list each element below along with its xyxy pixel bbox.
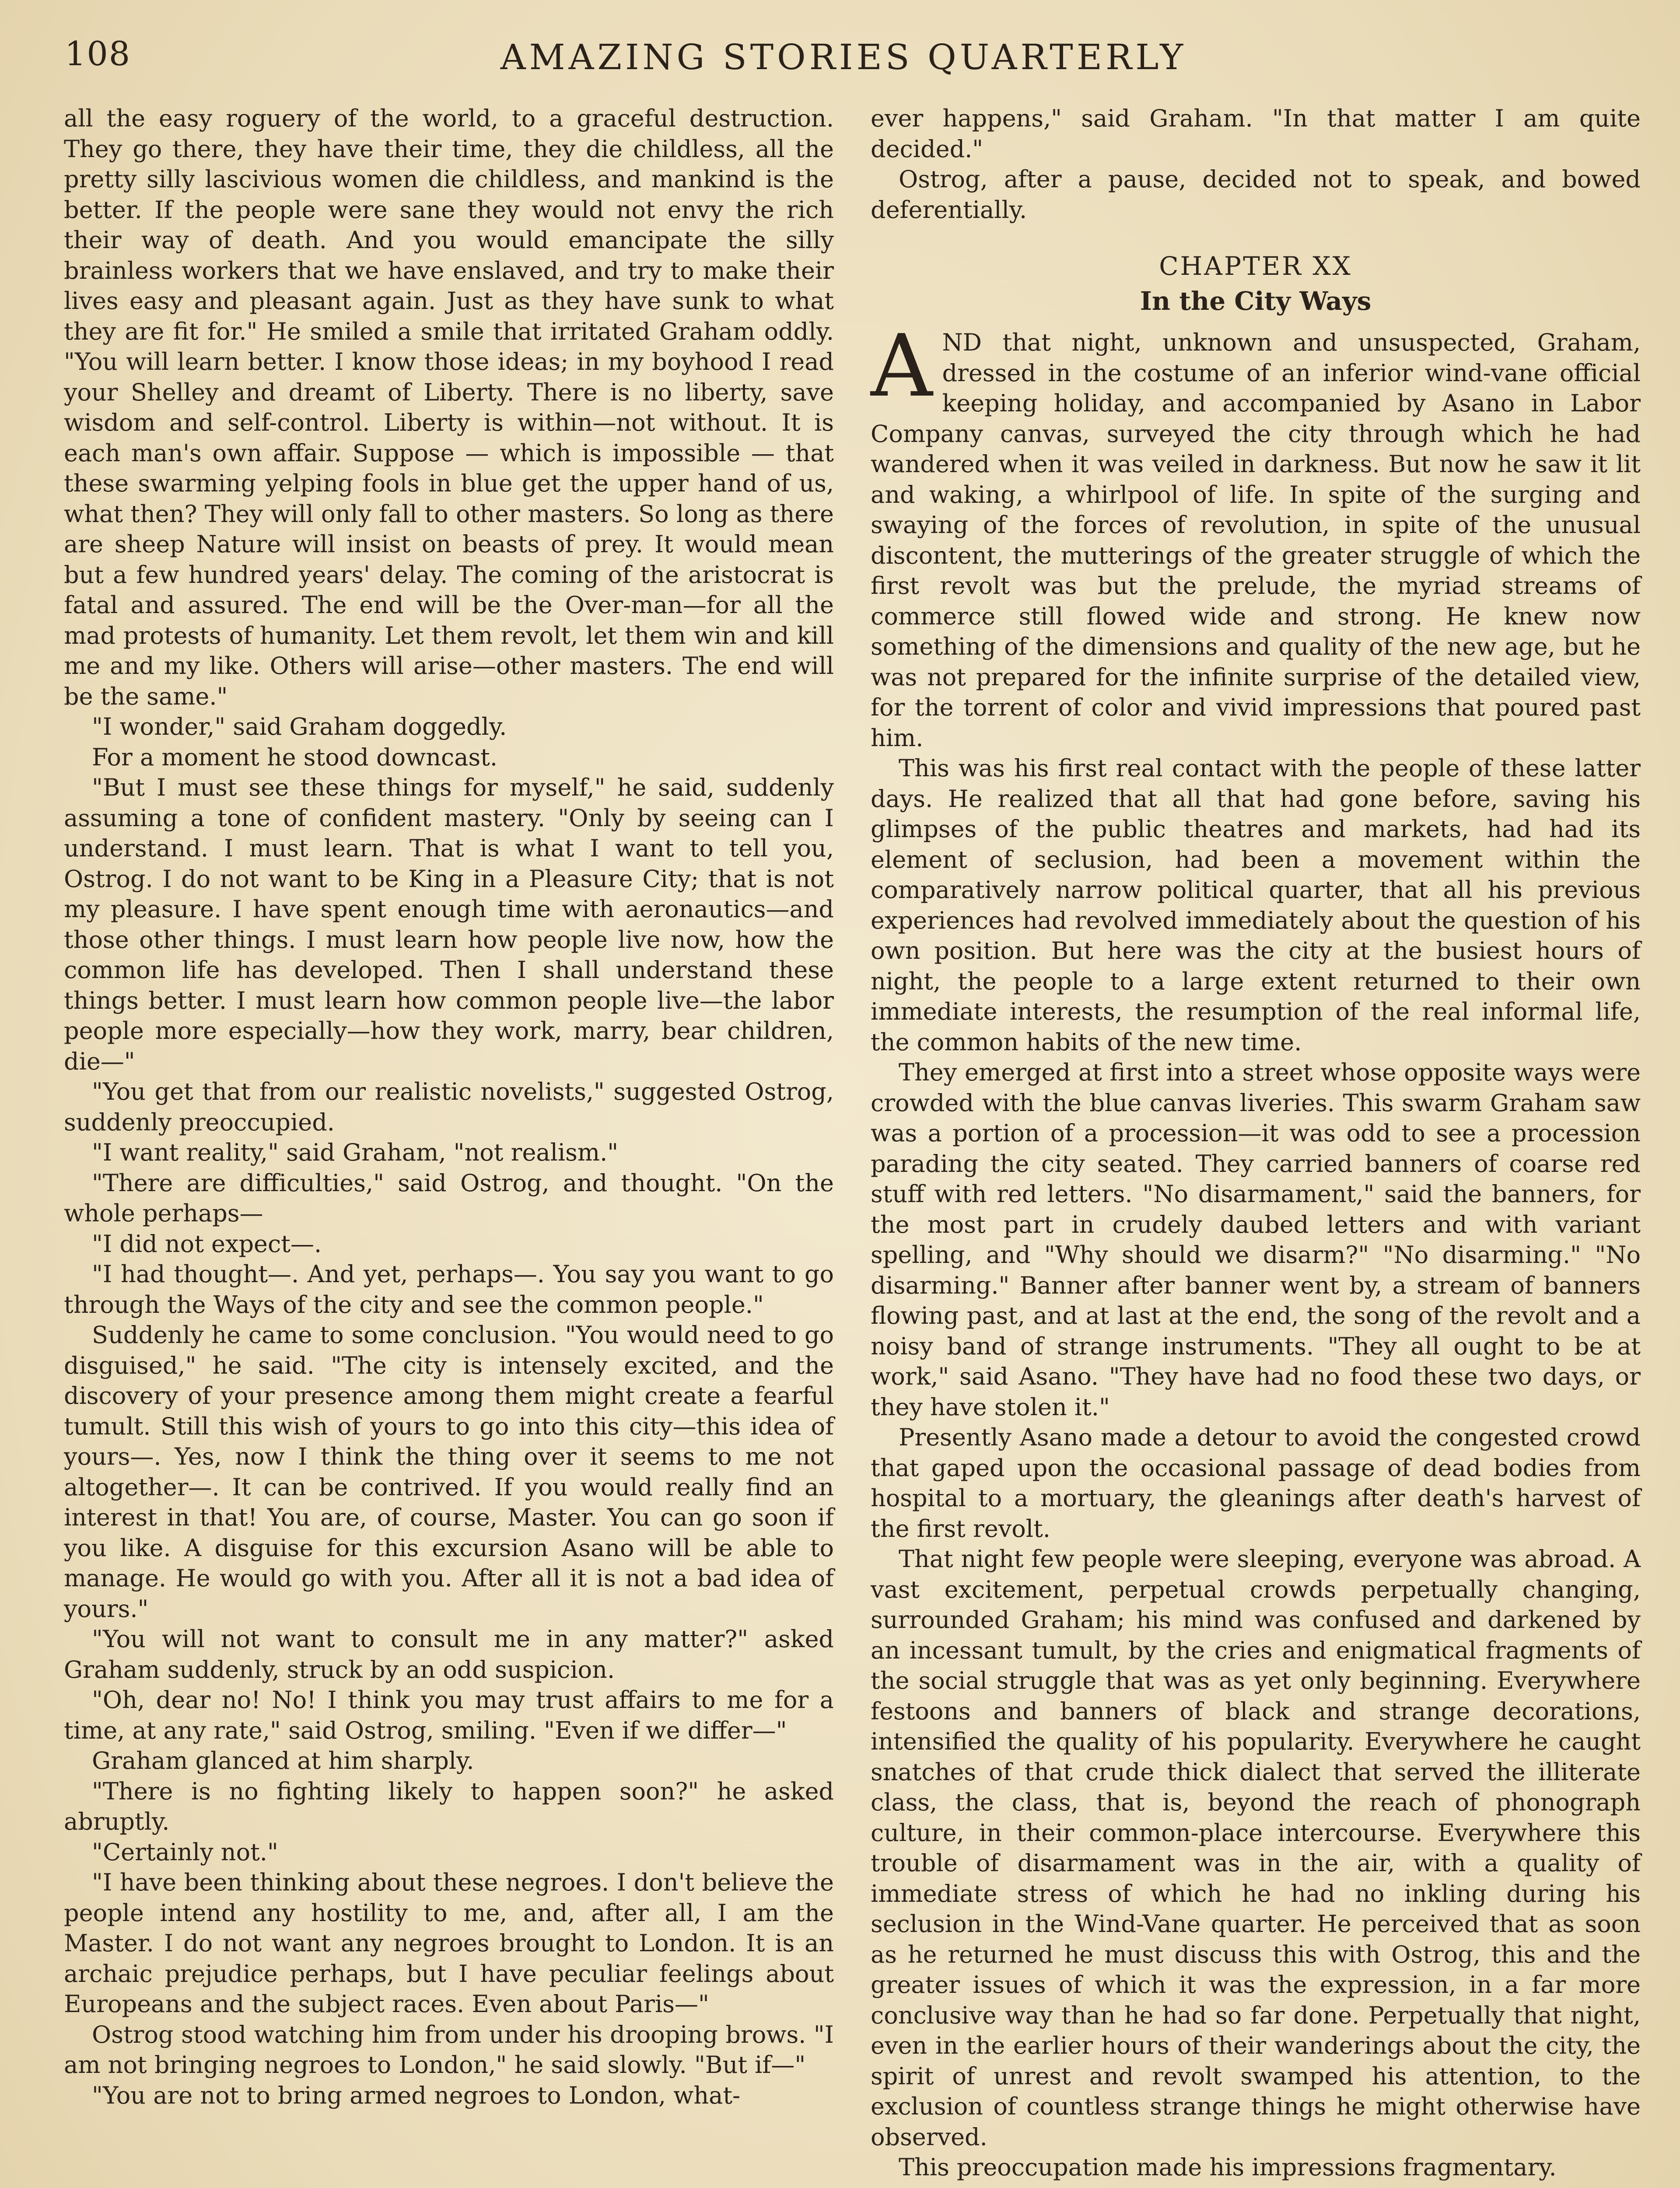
paragraph: For a moment he stood downcast. [92,743,498,771]
right-column [871,103,1641,2183]
paragraph: "I did not expect—. [92,1230,322,1258]
paragraph: "Oh, dear no! No! I think you may trust affairs to me for a time, at any rate," said Ostrog, smiling. "Even if we differ—" [64,1686,834,1744]
drop-cap: A [871,316,933,416]
chapter-opening-paragraph [871,316,1641,753]
paragraph: This preoccupation made his impressions fragmentary. [899,2153,1557,2181]
paragraph: "There is no fighting likely to happen soon?" he asked abruptly. [64,1777,834,1835]
paragraph: "I had thought—. And yet, perhaps—. You say you want to go through the Ways of the city and see the common people." [64,1260,834,1318]
paragraph: ever happens," said Graham. "In that matter I am quite decided." [871,105,1641,163]
chapter-title: In the City Ways [1140,286,1372,316]
paragraph: Ostrog stood watching him from under his drooping brows. "I am not bringing negroes to London," he said slowly. "But if—" [64,2020,834,2079]
paragraph: That night few people were sleeping, everyone was abroad. A vast excitement, perpetual crowds perpetually changing, surrounded Graham; his mind was confused and darkened by an incessant tumult, by the cries and enigmatical fragments of the social struggle that was as yet only beginning. Everywhere festoons and banners of black and strange decorations, intensified the quality of his popularity. Everywhere he caught snatches of that crude thick dialect that served the illiterate class, the class, that is, beyond the reach of phonograph culture, in their common-place intercourse. Everywhere this trouble of disarmament was in the air, with a quality of immediate stress of which he had no inkling during his seclusion in the Wind-Vane quarter. He perceived that as soon as he returned he must discuss this with Ostrog, this and the greater issues of which it was the expression, in a far more conclusive way than he had so far done. Perpetually that night, even in the earlier hours of their wanderings about the city, the spirit of unrest and revolt swamped his attention, to the exclusion of countless strange things he might otherwise have observed. [871,1545,1641,2151]
paragraph: "I wonder," said Graham doggedly. [92,713,507,740]
page-header [65,32,1622,88]
paragraph: "I want reality," said Graham, "not realism." [92,1139,619,1166]
paragraph: This was his first real contact with the people of these latter days. He realized that all that had gone before, saving his glimpses of the public theatres and markets, had had its element of seclusion, had been a movement within the comparatively narrow political quarter, that all his previous experiences had revolved immediately about the question of his own position. But here was the city at the busiest hours of night, the people to a large extent returned to their own immediate interests, the resumption of the real informal life, the common habits of the new time. [871,754,1641,1056]
opening-text: ND that night, unknown and unsuspected, Graham, dressed in the costume of an inferior wind-vane official keeping holiday, and accompanied by Asano in Labor Company canvas, surveyed the city through which he had wandered when it was veiled in darkness. But now he saw it lit and waking, a whirlpool of life. In spite of the surging and swaying of the forces of revolution, in spite of the unusual discontent, the mutterings of the greater struggle of which the first revolt was but the prelude, the myriad streams of commerce still flowed wide and strong. He knew now something of the dimensions and quality of the new age, but he was not prepared for the infinite surprise of the detailed view, for the torrent of color and vivid impressions that poured past him. [871,329,1641,752]
paragraph: "I have been thinking about these negroes. I don't believe the people intend any hostility to me, and, after all, I am the Master. I do not want any negroes brought to London. It is an archaic prejudice perhaps, but I have peculiar feelings about Europeans and the subject races. Even about Paris—" [64,1869,834,2018]
paragraph: "Certainly not." [92,1838,278,1866]
paragraph: "But I must see these things for myself," he said, suddenly assuming a tone of confident mastery. "Only by seeing can I understand. I must learn. That is what I want to tell you, Ostrog. I do not want to be King in a Pleasure City; that is not my pleasure. I have spent enough time with aeronautics—and those other things. I must learn how people live now, how the common life has developed. Then I shall understand these things better. I must learn how common people live—the labor people more especially—how they work, marry, bear children, die—" [64,774,834,1075]
left-column [64,103,834,2111]
paragraph: "You get that from our realistic novelists," suggested Ostrog, suddenly preoccupied. [64,1078,834,1136]
running-title: AMAZING STORIES QUARTERLY [500,37,1187,77]
paragraph: "There are difficulties," said Ostrog, and thought. "On the whole perhaps— [64,1169,834,1227]
chapter-number: CHAPTER XX [1159,251,1352,281]
paragraph: "You will not want to consult me in any matter?" asked Graham suddenly, struck by an odd suspicion. [64,1625,834,1683]
paragraph: They emerged at first into a street whose opposite ways were crowded with the blue canvas liveries. This swarm Graham saw was a portion of a procession—it was odd to see a procession parading the city seated. They carried banners of coarse red stuff with red letters. "No disarmament," said the banners, for the most part in crudely daubed letters and with variant spelling, and "Why should we disarm?" "No disarming." "No disarming." Banner after banner went by, a stream of banners flowing past, and at last at the end, the song of the revolt and a noisy band of strange instruments. "They all ought to be at work," said Asano. "They have had no food these two days, or they have stolen it." [871,1059,1641,1421]
paragraph: "You are not to bring armed negroes to London, what- [92,2081,741,2109]
paragraph: all the easy roguery of the world, to a graceful destruction. They go there, they have their time, they die childless, all the pretty silly lascivious women die childless, and mankind is the better. If the people were sane they would not envy the rich their way of death. And you would emancipate the silly brainless workers that we have enslaved, and try to make their lives easy and pleasant again. Just as they have sunk to what they are fit for." He smiled a smile that irritated Graham oddly. "You will learn better. I know those ideas; in my boyhood I read your Shelley and dreamt of Liberty. There is no liberty, save wisdom and self-control. Liberty is within—not without. It is each man's own affair. Suppose — which is impossible — that these swarming yelping fools in blue get the upper hand of us, what then? They will only fall to other masters. So long as there are sheep Nature will insist on beasts of prey. It would mean but a few hundred years' delay. The coming of the aristocrat is fatal and assured. The end will be the Over-man—for all the mad protests of humanity. Let them revolt, let them win and kill me and my like. Others will arise—other masters. The end will be the same." [64,105,834,710]
paragraph: Ostrog, after a pause, decided not to speak, and bowed deferentially. [871,165,1641,224]
page-number: 108 [65,34,131,73]
paragraph: Graham glanced at him sharply. [92,1747,474,1774]
paragraph: Presently Asano made a detour to avoid the congested crowd that gaped upon the occasional passage of dead bodies from hospital to a mortuary, the gleanings after death's harvest of the first revolt. [871,1424,1641,1543]
paragraph: Suddenly he came to some conclusion. "You would need to go disguised," he said. "The city is intensely excited, and the discovery of your presence among them might create a fearful tumult. Still this wish of yours to go into this city—this idea of yours—. Yes, now I think the thing over it seems to me not altogether—. It can be contrived. If you would really find an interest in that! You are, of course, Master. You can go soon if you like. A disguise for this excursion Asano will be able to manage. He would go with you. After all it is not a bad idea of yours." [64,1321,834,1623]
